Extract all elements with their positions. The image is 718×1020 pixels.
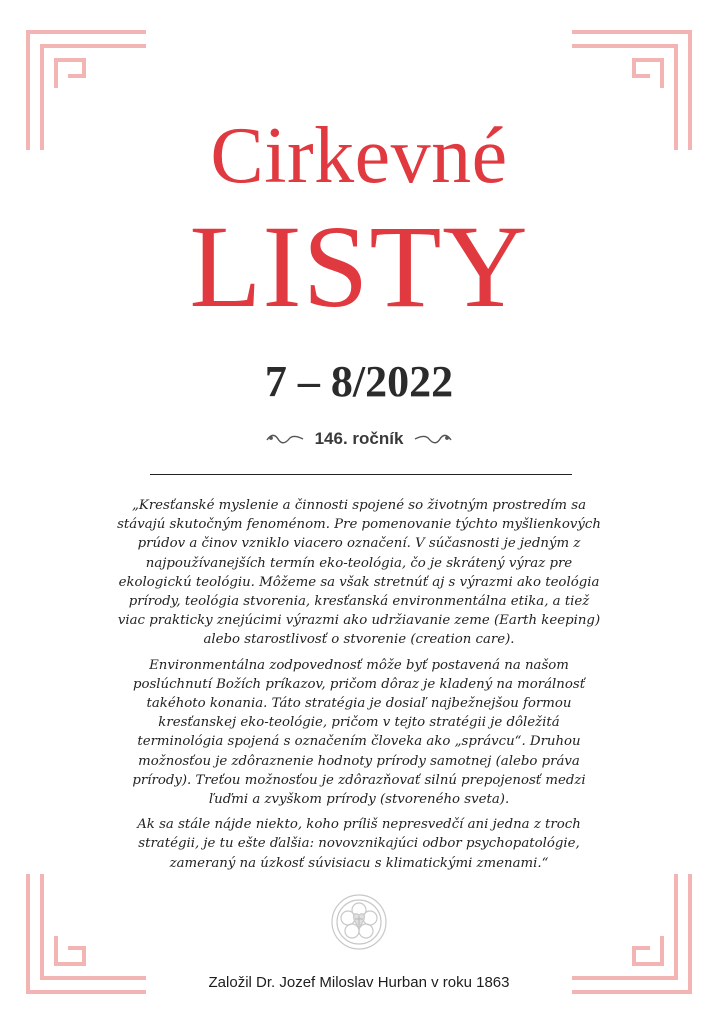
quote-paragraph-3: Ak sa stále nájde niekto, koho príliš nepresvedčí ani jedna z troch stratégii, je tu ešte ďalšia: novovznikajúci odbor psychopatológie, zameraný na úzkosť súvisiacu s klimatickými zmenami.“ [137, 817, 581, 871]
quote-paragraph-1: „Kresťanské myslenie a činnosti spojené so životným prostredím sa stávajú skutočným fenoménom. Pre pomenovanie týchto myšlienkových prúdov a činov vzniklo viacero označení. V súčasnosti je jedným z najpoužívanejších termín eko-teológia, čo je skrátený výraz pre ekologickú teológiu. Môžeme sa však stretnúť aj s výrazmi ako teológia prírody, teológia stvorenia, kresťanská environmentálna etika, a tiež viac prakticky znejúcimi výrazmi ako udržiavanie zeme (Earth keeping) alebo starostlivosť o stvorenie (creation care). [117, 498, 601, 648]
divider-rule [150, 474, 572, 475]
volume-row [0, 426, 718, 452]
editorial-quote [116, 496, 602, 879]
masthead-title-line1: Cirkevné [210, 112, 508, 200]
founder-note: Založil Dr. Jozef Miloslav Hurban v roku 1863 [208, 974, 510, 991]
volume-label: 146. ročník [314, 429, 404, 448]
luther-rose-seal-icon [330, 893, 388, 951]
swash-left-icon [265, 432, 305, 446]
swash-right-icon [413, 432, 453, 446]
masthead-title-line2: LISTY [189, 201, 529, 332]
quote-paragraph-2: Environmentálna zodpovednosť môže byť postavená na našom poslúchnutí Božích príkazov, pričom dôraz je kladený na morálnosť takéhoto konania. Táto stratégia je dosiaľ najbežnejšou formou kresťanskej eko-teológie, pričom v tejto stratégii je dôležitá terminológia spojená s označením človeka ako „správcu“. Druhou možnosťou je zdôraznenie hodnoty prírody samotnej (alebo práva prírody). Treťou možnosťou je zdôrazňovať silnú prepojenosť medzi ľuďmi a zvyškom prírody (stvoreného sveta). [132, 657, 586, 808]
issue-number: 7 – 8/2022 [264, 357, 454, 406]
